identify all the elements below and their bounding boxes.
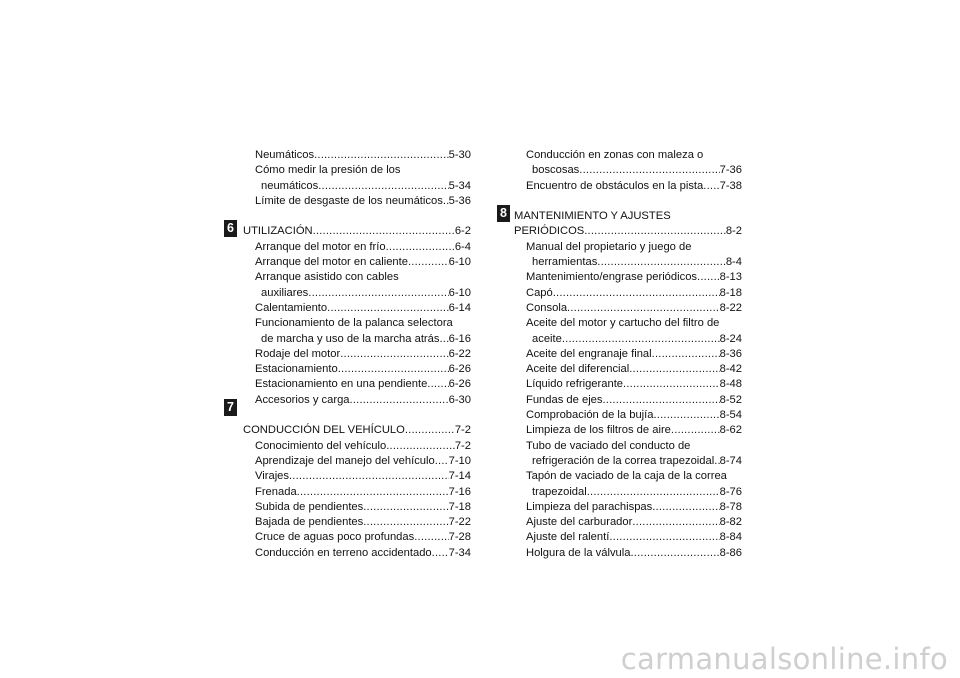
toc-entry-title: refrigeración de la correa trapezoidal bbox=[532, 454, 715, 467]
toc-entry[interactable] bbox=[243, 439, 471, 454]
toc-page-number: 8-74 bbox=[719, 454, 742, 467]
toc-entry-title: Accesorios y carga bbox=[255, 393, 350, 406]
toc-page-number: 8-22 bbox=[719, 301, 742, 314]
toc-entry[interactable] bbox=[514, 485, 742, 500]
toc-page-number: 8-86 bbox=[719, 546, 742, 559]
toc-page-number: 7-38 bbox=[719, 179, 742, 192]
toc-entry-title: Neumáticos bbox=[255, 149, 315, 161]
toc-entry-title: Mantenimiento/engrase periódicos bbox=[526, 271, 698, 284]
toc-page-number: 6-14 bbox=[448, 301, 471, 314]
toc-dot-leader bbox=[405, 423, 455, 438]
toc-entry-title: Aprendizaje del manejo del vehículo bbox=[255, 454, 435, 467]
toc-dot-leader bbox=[350, 393, 449, 408]
toc-entry-title: Virajes bbox=[255, 470, 289, 483]
toc-entry-title: Comprobación de la bujía bbox=[526, 409, 654, 422]
toc-dot-leader bbox=[363, 515, 448, 530]
toc-dot-leader bbox=[414, 530, 448, 545]
toc-page-number: 7-10 bbox=[448, 454, 471, 467]
toc-dot-leader bbox=[652, 347, 720, 362]
toc-column-left bbox=[243, 148, 471, 561]
toc-dot-leader bbox=[714, 454, 719, 469]
toc-entry-title: Arranque asistido con cables bbox=[255, 271, 399, 284]
toc-entry-title: MANTENIMIENTO Y AJUSTES bbox=[514, 210, 671, 223]
toc-dot-leader bbox=[597, 255, 726, 270]
toc-page-number: 8-36 bbox=[719, 347, 742, 360]
toc-entry[interactable] bbox=[514, 469, 742, 484]
toc-entry-title: neumáticos bbox=[261, 179, 319, 192]
toc-dot-leader bbox=[629, 362, 719, 377]
toc-entry[interactable] bbox=[514, 179, 742, 194]
toc-page-number: 8-24 bbox=[719, 332, 742, 345]
toc-dot-leader bbox=[327, 301, 448, 316]
toc-dot-leader bbox=[408, 255, 449, 270]
toc-column-right bbox=[514, 148, 742, 561]
toc-page-number: 8-42 bbox=[719, 363, 742, 376]
toc-dot-leader bbox=[439, 332, 448, 347]
toc-dot-leader bbox=[340, 347, 448, 362]
toc-dot-leader bbox=[584, 224, 726, 239]
toc-dot-leader bbox=[313, 224, 455, 239]
toc-page-number: 7-18 bbox=[448, 500, 471, 513]
toc-entry[interactable] bbox=[514, 439, 742, 454]
toc-page-number: 6-16 bbox=[448, 332, 471, 345]
toc-dot-leader bbox=[697, 270, 720, 285]
toc-page-number: 7-34 bbox=[448, 546, 471, 559]
toc-entry[interactable] bbox=[243, 301, 471, 316]
toc-entry[interactable] bbox=[514, 423, 742, 438]
toc-entry[interactable] bbox=[243, 148, 471, 163]
toc-page-number: 7-2 bbox=[454, 424, 471, 437]
toc-entry[interactable] bbox=[243, 194, 471, 209]
toc-page-number: 8-78 bbox=[719, 500, 742, 513]
section-tab-7: 7 bbox=[224, 399, 237, 416]
toc-entry-title: Subida de pendientes bbox=[255, 500, 364, 513]
toc-page-number: 5-30 bbox=[448, 149, 471, 161]
toc-spacer bbox=[243, 209, 471, 224]
toc-entry[interactable] bbox=[514, 408, 742, 423]
toc-entry[interactable] bbox=[243, 500, 471, 515]
toc-dot-leader bbox=[703, 179, 719, 194]
section-tab-8: 8 bbox=[497, 205, 510, 222]
toc-dot-leader bbox=[623, 377, 720, 392]
toc-entry[interactable] bbox=[514, 316, 742, 331]
toc-entry-title: aceite bbox=[532, 332, 562, 345]
toc-entry[interactable] bbox=[514, 148, 742, 163]
toc-entry[interactable] bbox=[514, 301, 742, 316]
toc-entry[interactable] bbox=[514, 163, 742, 178]
toc-section-heading[interactable] bbox=[243, 423, 471, 438]
toc-entry[interactable] bbox=[514, 377, 742, 392]
toc-section-heading[interactable] bbox=[514, 224, 742, 239]
toc-entry-title: Rodaje del motor bbox=[255, 347, 341, 360]
toc-entry-title: Ajuste del carburador bbox=[526, 516, 633, 529]
toc-entry-title: Tubo de vaciado del conducto de bbox=[526, 439, 691, 452]
toc-dot-leader bbox=[632, 515, 719, 530]
toc-page-number: 8-48 bbox=[719, 378, 742, 391]
toc-entry-title: Arranque del motor en frío bbox=[255, 240, 386, 253]
toc-dot-leader bbox=[609, 530, 719, 545]
toc-entry[interactable] bbox=[514, 515, 742, 530]
toc-entry-title: Cómo medir la presión de los bbox=[255, 164, 401, 177]
toc-dot-leader bbox=[579, 163, 719, 178]
toc-entry-title: Encuentro de obstáculos en la pista bbox=[526, 179, 704, 192]
toc-entry[interactable] bbox=[514, 454, 742, 469]
toc-entry[interactable] bbox=[243, 347, 471, 362]
toc-entry[interactable] bbox=[514, 347, 742, 362]
toc-dot-leader bbox=[652, 500, 719, 515]
toc-entry-title: Limpieza de los filtros de aire bbox=[526, 424, 671, 437]
toc-entry-title: Aceite del diferencial bbox=[526, 363, 630, 376]
toc-dot-leader bbox=[308, 286, 448, 301]
toc-page-number: 5-34 bbox=[448, 179, 471, 192]
toc-entry[interactable] bbox=[243, 255, 471, 270]
toc-page-number: 8-54 bbox=[719, 409, 742, 422]
toc-page-number: 8-84 bbox=[719, 531, 742, 544]
toc-section-heading[interactable] bbox=[514, 209, 742, 224]
toc-entry[interactable] bbox=[514, 500, 742, 515]
toc-dot-leader bbox=[363, 500, 448, 515]
toc-entry-title: herramientas bbox=[532, 256, 598, 269]
toc-spacer bbox=[243, 408, 471, 423]
toc-dot-leader bbox=[386, 240, 455, 255]
toc-entry-title: Conducción en terreno accidentado bbox=[255, 546, 432, 559]
toc-dot-leader bbox=[443, 194, 449, 209]
toc-entry-title: boscosas bbox=[532, 164, 580, 177]
watermark: carmanualsonline.info bbox=[620, 642, 948, 676]
toc-entry-title: Consola bbox=[526, 301, 568, 314]
toc-page-number: 6-4 bbox=[454, 240, 471, 253]
toc-entry-title: Límite de desgaste de los neumáticos bbox=[255, 194, 443, 207]
toc-entry-title: Bajada de pendientes bbox=[255, 516, 364, 529]
toc-spacer bbox=[514, 194, 742, 209]
toc-dot-leader bbox=[318, 179, 448, 194]
toc-dot-leader bbox=[603, 393, 720, 408]
toc-entry-title: Limpieza del parachispas bbox=[526, 500, 653, 513]
toc-page-number: 8-82 bbox=[719, 516, 742, 529]
toc-dot-leader bbox=[562, 332, 720, 347]
toc-page-number: 8-13 bbox=[719, 271, 742, 284]
toc-entry[interactable] bbox=[514, 362, 742, 377]
toc-entry-title: Calentamiento bbox=[255, 301, 328, 314]
toc-entry[interactable] bbox=[243, 469, 471, 484]
toc-dot-leader bbox=[553, 286, 720, 301]
toc-page-number: 6-2 bbox=[454, 225, 471, 238]
toc-entry-title: Conducción en zonas con maleza o bbox=[526, 149, 704, 161]
toc-dot-leader bbox=[314, 148, 449, 163]
toc-entry[interactable] bbox=[243, 270, 471, 285]
toc-entry[interactable] bbox=[243, 316, 471, 331]
toc-page-number: 7-28 bbox=[448, 531, 471, 544]
toc-entry-title: auxiliares bbox=[261, 286, 309, 299]
toc-entry[interactable] bbox=[243, 240, 471, 255]
toc-dot-leader bbox=[386, 439, 455, 454]
toc-entry[interactable] bbox=[243, 332, 471, 347]
toc-entry[interactable] bbox=[243, 393, 471, 408]
toc-entry-title: PERIÓDICOS bbox=[514, 225, 585, 238]
toc-entry[interactable] bbox=[243, 454, 471, 469]
toc-page-number: 7-36 bbox=[719, 164, 742, 177]
toc-dot-leader bbox=[671, 423, 720, 438]
toc-entry-title: Holgura de la válvula bbox=[526, 546, 631, 559]
toc-entry-title: Funcionamiento de la palanca selectora bbox=[255, 317, 453, 330]
toc-dot-leader bbox=[654, 408, 720, 423]
toc-entry[interactable] bbox=[243, 286, 471, 301]
toc-entry[interactable] bbox=[514, 332, 742, 347]
toc-dot-leader bbox=[435, 454, 449, 469]
toc-entry[interactable] bbox=[243, 530, 471, 545]
toc-entry-title: Líquido refrigerante bbox=[526, 378, 624, 391]
toc-entry[interactable] bbox=[243, 485, 471, 500]
toc-entry-title: de marcha y uso de la marcha atrás bbox=[261, 332, 440, 345]
section-tab-6: 6 bbox=[224, 220, 237, 237]
toc-entry[interactable] bbox=[514, 270, 742, 285]
toc-dot-leader bbox=[297, 485, 449, 500]
toc-page-number: 7-16 bbox=[448, 485, 471, 498]
toc-entry-title: Estacionamiento en una pendiente bbox=[255, 378, 428, 391]
toc-entry[interactable] bbox=[514, 240, 742, 255]
toc-entry-title: Tapón de vaciado de la caja de la correa bbox=[526, 470, 727, 483]
toc-page-number: 8-52 bbox=[719, 393, 742, 406]
toc-entry-title: Arranque del motor en caliente bbox=[255, 256, 408, 269]
toc-entry[interactable] bbox=[243, 515, 471, 530]
toc-entry[interactable] bbox=[514, 255, 742, 270]
toc-page-number: 8-2 bbox=[725, 225, 742, 238]
toc-dot-leader bbox=[338, 362, 449, 377]
toc-entry[interactable] bbox=[514, 530, 742, 545]
toc-dot-leader bbox=[427, 377, 448, 392]
toc-entry-title: Estacionamiento bbox=[255, 363, 338, 376]
toc-entry-title: Fundas de ejes bbox=[526, 393, 603, 406]
toc-dot-leader bbox=[630, 546, 719, 561]
toc-entry[interactable] bbox=[243, 179, 471, 194]
toc-dot-leader bbox=[567, 301, 720, 316]
toc-page-number: 7-22 bbox=[448, 516, 471, 529]
toc-entry[interactable] bbox=[243, 362, 471, 377]
toc-page-number: 6-26 bbox=[448, 378, 471, 391]
toc-entry[interactable] bbox=[514, 546, 742, 561]
toc-entry[interactable] bbox=[243, 546, 471, 561]
toc-section-heading[interactable] bbox=[243, 224, 471, 239]
toc-entry-title: Aceite del engranaje final bbox=[526, 347, 652, 360]
toc-dot-leader bbox=[289, 469, 449, 484]
toc-entry-title: Ajuste del ralentí bbox=[526, 531, 610, 544]
toc-dot-leader bbox=[587, 485, 720, 500]
toc-page-number: 6-10 bbox=[448, 286, 471, 299]
toc-entry-title: CONDUCCIÓN DEL VEHÍCULO bbox=[243, 424, 405, 437]
toc-page-number: 8-18 bbox=[719, 286, 742, 299]
toc-dot-leader bbox=[432, 546, 449, 561]
toc-page-number: 6-10 bbox=[448, 256, 471, 269]
toc-entry[interactable] bbox=[243, 377, 471, 392]
toc-entry-title: UTILIZACIÓN bbox=[243, 225, 313, 238]
toc-entry-title: Conocimiento del vehículo bbox=[255, 439, 387, 452]
toc-entry-title: Cruce de aguas poco profundas bbox=[255, 531, 415, 544]
toc-page-number: 8-62 bbox=[719, 424, 742, 437]
toc-page-number: 5-36 bbox=[448, 194, 471, 207]
toc-entry-title: Frenada bbox=[255, 485, 297, 498]
toc-page-number: 6-26 bbox=[448, 363, 471, 376]
toc-entry-title: Manual del propietario y juego de bbox=[526, 240, 692, 253]
toc-page-number: 8-4 bbox=[725, 256, 742, 269]
toc-entry[interactable] bbox=[243, 163, 471, 178]
toc-page-number: 8-76 bbox=[719, 485, 742, 498]
toc-entry-title: trapezoidal bbox=[532, 485, 587, 498]
toc-entry-title: Aceite del motor y cartucho del filtro de bbox=[526, 317, 720, 330]
toc-page-number: 6-30 bbox=[448, 393, 471, 406]
toc-page-number: 6-22 bbox=[448, 347, 471, 360]
toc-entry[interactable] bbox=[514, 393, 742, 408]
toc-page-number: 7-14 bbox=[448, 470, 471, 483]
toc-page-number: 7-2 bbox=[454, 439, 471, 452]
toc-entry[interactable] bbox=[514, 286, 742, 301]
toc-entry-title: Capó bbox=[526, 286, 553, 299]
